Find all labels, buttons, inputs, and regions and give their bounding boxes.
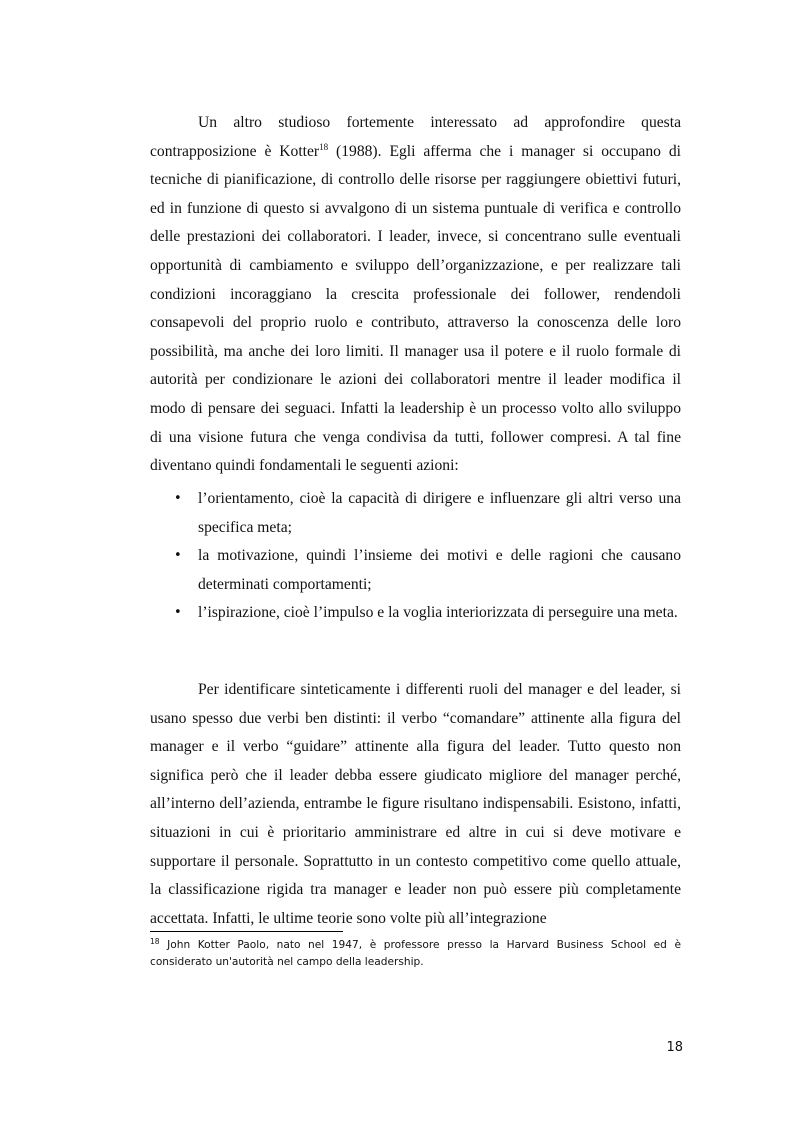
list-item-text: l’ispirazione, cioè l’impulso e la voglia interiorizzata di perseguire una meta. xyxy=(198,604,678,622)
page-number: 18 xyxy=(666,1040,683,1055)
body-paragraph-2 xyxy=(150,676,681,933)
bullet-icon: • xyxy=(174,491,182,506)
paragraph-text: Un altro studioso fortemente interessato ad approfondire questa contrapposizione è Kotter xyxy=(150,114,681,160)
paragraph-text: Per identificare sinteticamente i differenti ruoli del manager e del leader, si usano spesso due verbi ben distinti: il verbo “comandare” attinente alla figura del manager e il verbo “guidare” attinente alla figura del leader. Tutto questo non significa però che il leader debba essere giudicato migliore del manager perché, all’interno dell’azienda, entrambe le figure risultano indispensabili. Esistono, infatti, situazioni in cui è prioritario amministrare ed altre in cui si deve motivare e supportare il personale. Soprattutto in un contesto competitivo come quello attuale, la classificazione rigida tra manager e leader non può essere più completamente accettata. Infatti, le ultime teorie sono volte più all’integrazione xyxy=(150,681,681,927)
footnote xyxy=(150,937,681,971)
footnote-text: John Kotter Paolo, nato nel 1947, è professore presso la Harvard Business School ed è considerato un'autorità nel campo della leadership. xyxy=(150,939,681,968)
bullet-icon: • xyxy=(174,605,182,621)
paragraph-text: (1988). Egli afferma che i manager si occupano di tecniche di pianificazione, di controllo delle risorse per raggiungere obiettivi futuri, ed in funzione di questo si avvalgono di un sistema puntuale di verifica e controllo delle prestazioni dei collaboratori. I leader, invece, si concentrano sulle eventuali opportunità di cambiamento e sviluppo dell’organizzazione, e per realizzare tali condizioni incoraggiano la crescita professionale dei follower, rendendoli consapevoli del proprio ruolo e contributo, attraverso la conoscenza delle loro possibilità, ma anche dei loro limiti. Il manager usa il potere e il ruolo formale di autorità per condizionare le azioni dei collaboratori mentre il leader modifica il modo di pensare dei seguaci. Infatti la leadership è un processo volto allo sviluppo di una visione futura che venga condivisa da tutti, follower compresi. A tal fine diventano quindi fondamentali le seguenti azioni: xyxy=(150,142,681,475)
footnote-reference[interactable]: 18 xyxy=(319,141,329,152)
body-paragraph-1 xyxy=(150,109,681,481)
bullet-list xyxy=(150,485,681,628)
list-item xyxy=(150,599,681,628)
footnote-number: 18 xyxy=(150,937,160,946)
list-item xyxy=(150,485,681,542)
footnote-separator xyxy=(150,931,343,932)
list-item xyxy=(150,542,681,599)
list-item-text: la motivazione, quindi l’insieme dei motivi e delle ragioni che causano determinati comportamenti; xyxy=(198,547,681,593)
list-item-text: l’orientamento, cioè la capacità di dirigere e influenzare gli altri verso una specifica meta; xyxy=(198,490,681,536)
bullet-icon: • xyxy=(174,548,182,564)
